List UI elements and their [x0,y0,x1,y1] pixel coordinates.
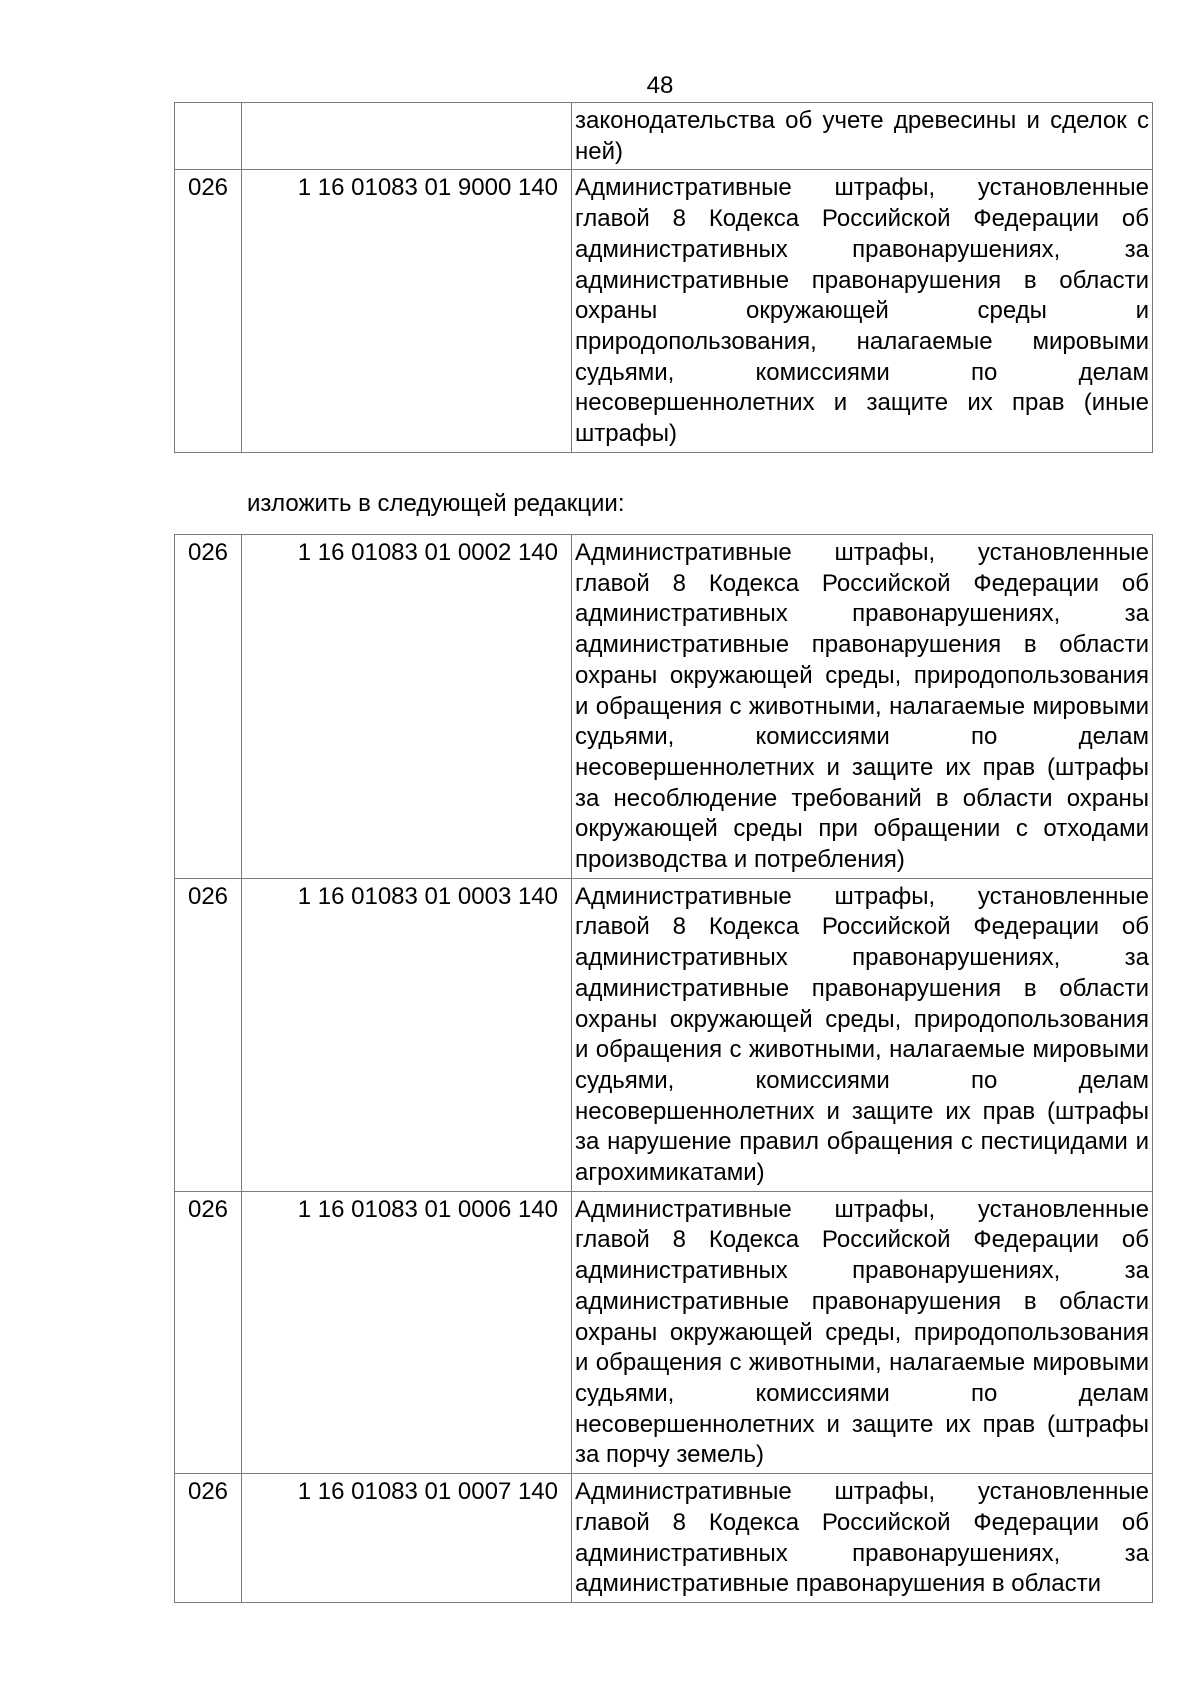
admin-code-cell: 026 [175,535,242,879]
kbk-code-cell [242,103,572,170]
description-cell: Административные штрафы, установленные главой 8 Кодекса Российской Федерации об административных правонарушениях, за административные правонарушения в области охраны окружающей среды, природопользования и обращения с животными, налагаемые мировыми судьями, комиссиями по делам несовершеннолетних и защите их прав (штрафы за нарушение правил обращения с пестицидами и агрохимикатами) [572,878,1153,1191]
kbk-code-cell: 1 16 01083 01 9000 140 [242,170,572,452]
kbk-code-cell: 1 16 01083 01 0007 140 [242,1474,572,1603]
table-row [175,1474,1153,1603]
admin-code-cell: 026 [175,1474,242,1603]
admin-code-cell: 026 [175,1191,242,1473]
admin-code-cell: 026 [175,878,242,1191]
description-cell: Административные штрафы, установленные главой 8 Кодекса Российской Федерации об административных правонарушениях, за административные правонарушения в области охраны окружающей среды и природопользования, налагаемые мировыми судьями, комиссиями по делам несовершеннолетних и защите их прав (иные штрафы) [572,170,1153,452]
kbk-code-cell: 1 16 01083 01 0003 140 [242,878,572,1191]
admin-code-cell [175,103,242,170]
table-row [175,170,1153,452]
table-row [175,878,1153,1191]
description-cell: Административные штрафы, установленные главой 8 Кодекса Российской Федерации об административных правонарушениях, за административные правонарушения в области охраны окружающей среды, природопользования и обращения с животными, налагаемые мировыми судьями, комиссиями по делам несовершеннолетних и защите их прав (штрафы за несоблюдение требований в области охраны окружающей среды при обращении с отходами производства и потребления) [572,535,1153,879]
table-row [175,535,1153,879]
admin-code-cell: 026 [175,170,242,452]
page-number: 48 [646,72,674,99]
table-row [175,103,1153,170]
budget-codes-table-old [174,102,1153,453]
description-cell: Административные штрафы, установленные главой 8 Кодекса Российской Федерации об административных правонарушениях, за административные правонарушения в области [572,1474,1153,1603]
kbk-code-cell: 1 16 01083 01 0006 140 [242,1191,572,1473]
table-row [175,1191,1153,1473]
intro-text: изложить в следующей редакции: [247,490,625,517]
budget-codes-table-new [174,534,1153,1603]
kbk-code-cell: 1 16 01083 01 0002 140 [242,535,572,879]
description-cell: Административные штрафы, установленные главой 8 Кодекса Российской Федерации об административных правонарушениях, за административные правонарушения в области охраны окружающей среды, природопользования и обращения с животными, налагаемые мировыми судьями, комиссиями по делам несовершеннолетних и защите их прав (штрафы за порчу земель) [572,1191,1153,1473]
description-cell: законодательства об учете древесины и сделок с ней) [572,103,1153,170]
